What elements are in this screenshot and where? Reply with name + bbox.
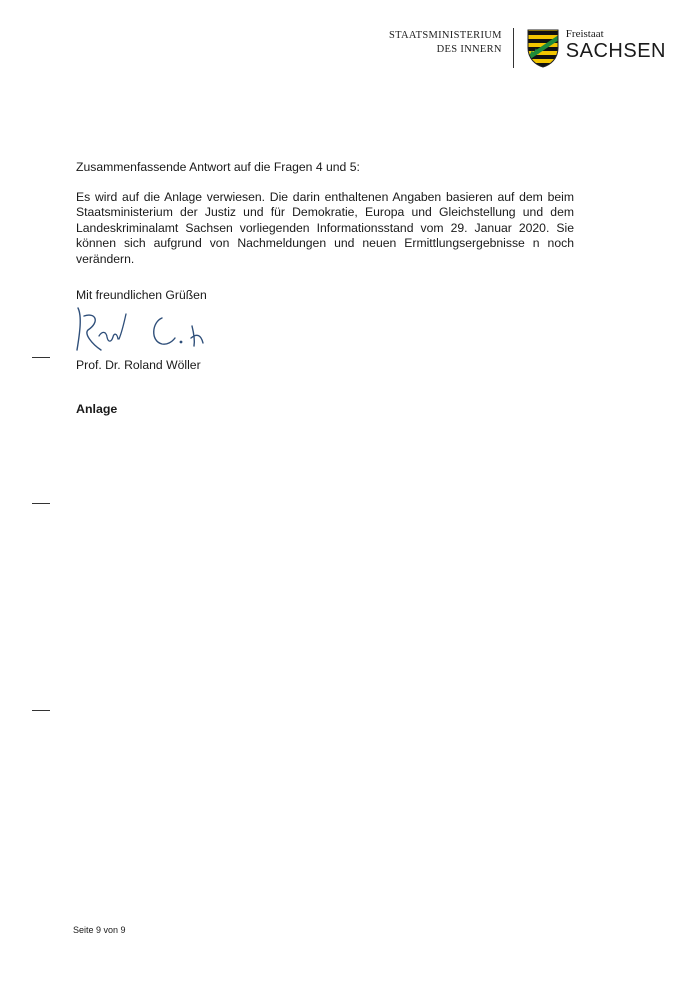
attachment-label: Anlage — [76, 402, 118, 416]
state-prefix: Freistaat — [565, 28, 604, 40]
letterhead — [389, 28, 666, 68]
signer-name: Prof. Dr. Roland Wöller — [76, 358, 201, 372]
state-wordmark — [566, 28, 666, 62]
page-number: Seite 9 von 9 — [73, 925, 126, 935]
ministry-name-line-2: DES INNERN — [436, 44, 502, 55]
letter-heading: Zusammenfassende Antwort auf die Fragen 4 und 5: — [76, 160, 360, 174]
fold-mark-bottom — [32, 710, 50, 711]
ministry-name-line-1: STAATSMINISTERIUM — [389, 30, 502, 41]
handwritten-signature-icon — [66, 292, 226, 364]
ministry-name — [389, 28, 502, 57]
fold-mark-top — [32, 357, 50, 358]
letter-paragraph: Es wird auf die Anlage verwiesen. Die darin enthaltenen Angaben basieren auf dem beim Staatsministerium der Justiz und für Demokratie, Europa und Gleichstellung und dem Landeskriminalamt Sachsen vorliegenden Informationsstand vom 29. Januar 2020. Sie können sich aufgrund von Nachmeldungen und neuen Ermittlungsergebnisse n noch verändern. — [76, 189, 574, 266]
letter-body — [76, 160, 574, 303]
letter-closing: Mit freundlichen Grüßen — [76, 287, 207, 302]
punch-mark — [32, 503, 50, 504]
state-name: SACHSEN — [565, 40, 666, 62]
saxony-coat-of-arms-icon — [526, 28, 560, 68]
letterhead-divider — [513, 28, 514, 68]
